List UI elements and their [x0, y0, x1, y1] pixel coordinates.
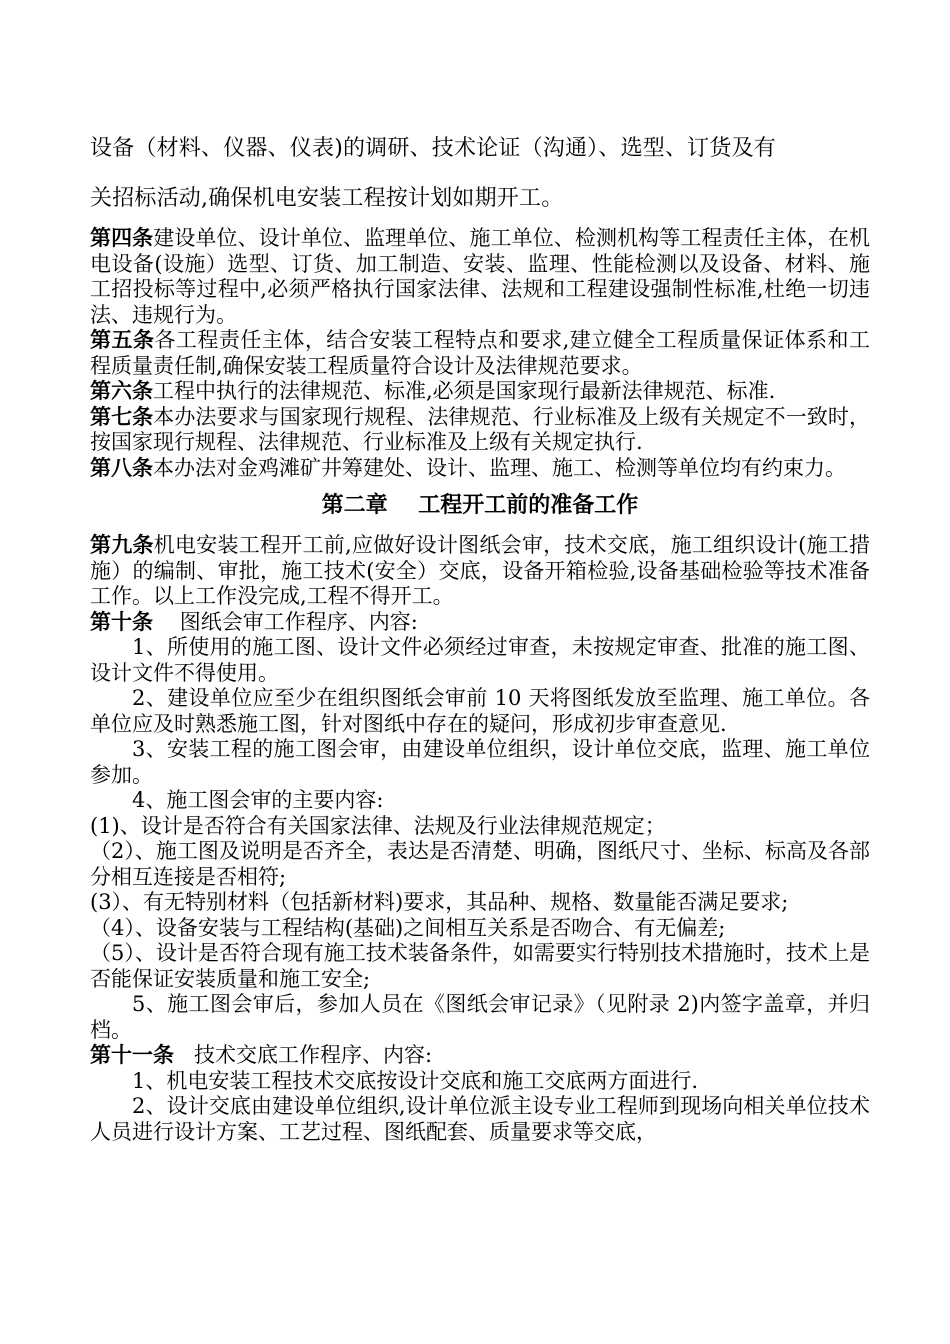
- article-10-item-3: 3、安装工程的施工图会审，由建设单位组织，设计单位交底，监理、施工单位参加。: [90, 737, 870, 787]
- article-6-text: 工程中执行的法律规范、标准,必须是国家现行最新法律规范、标准.: [153, 379, 776, 403]
- article-10-subitem-1: (1)、设计是否符合有关国家法律、法规及行业法律规范规定；: [90, 813, 666, 838]
- article-4-heading: 第四条: [90, 226, 154, 250]
- article-11-heading: 第十一条: [90, 1043, 174, 1067]
- article-8: [90, 456, 870, 482]
- article-11-title-text: 技术交底工作程序、内容:: [174, 1043, 433, 1067]
- article-10-subitem-5: （5）、设计是否符合现有施工技术装备条件，如需要实行特别技术措施时，技术上是否能保证安装质量和施工安全;: [90, 941, 870, 991]
- article-11-item-2: 2、设计交底由建设单位组织,设计单位派主设专业工程师到现场向相关单位技术人员进行设计方案、工艺过程、图纸配套、质量要求等交底，: [90, 1094, 870, 1144]
- article-10-title-text: 图纸会审工作程序、内容:: [153, 609, 418, 634]
- article-9-heading: 第九条: [90, 533, 154, 557]
- article-4-text: 建设单位、设计单位、监理单位、施工单位、检测机构等工程责任主体，在机电设备(设施）选型、订货、加工制造、安装、监理、性能检测以及设备、材料、施工招投标等过程中,必须严格执行国家法律、法规和工程建设强制性标准,杜绝一切违法、违规行为。: [90, 226, 870, 327]
- article-6-heading: 第六条: [90, 379, 153, 403]
- article-10-heading: 第十条: [90, 609, 153, 634]
- article-10-item-5: 5、施工图会审后，参加人员在《图纸会审记录》（见附录 2)内签字盖章，并归档。: [90, 992, 870, 1042]
- article-11-title: [90, 1043, 870, 1069]
- article-8-text: 本办法对金鸡滩矿井筹建处、设计、监理、施工、检测等单位均有约束力。: [153, 455, 846, 480]
- article-8-heading: 第八条: [90, 455, 153, 480]
- article-10-item-4: 4、施工图会审的主要内容:: [132, 788, 384, 812]
- article-7-heading: 第七条: [90, 404, 154, 429]
- article-7-text: 本办法要求与国家现行规程、法律规范、行业标准及上级有关规定不一致时，按国家现行规程、法律规范、行业标准及上级有关规定执行.: [90, 404, 870, 454]
- article-11-item-1: 1、机电安装工程技术交底按设计交底和施工交底两方面进行.: [132, 1068, 699, 1093]
- article-5: [90, 328, 870, 379]
- article-10-item-1: 1、所使用的施工图、设计文件必须经过审查，未按规定审查、批准的施工图、设计文件不得使用。: [90, 635, 870, 685]
- article-7: [90, 405, 870, 456]
- intro-line-1: 设备（材料、仪器、仪表)的调研、技术论证（沟通）、选型、订货及有: [90, 136, 776, 161]
- article-10-subitem-4: （4）、设备安装与工程结构(基础)之间相互关系是否吻合、有无偏差;: [90, 915, 726, 940]
- article-10-title: [90, 610, 870, 636]
- article-9-text: 机电安装工程开工前,应做好设计图纸会审，技术交底，施工组织设计(施工措施）的编制、审批，施工技术(安全）交底，设备开箱检验,设备基础检验等技术准备工作。以上工作没完成,工程不得开工。: [90, 533, 871, 608]
- intro-line-2: 关招标活动,确保机电安装工程按计划如期开工。: [90, 186, 564, 211]
- article-9: [90, 533, 870, 610]
- chapter-title: 第二章 工程开工前的准备工作: [321, 493, 639, 518]
- article-10-item-2: 2、建设单位应至少在组织图纸会审前 10 天将图纸发放至监理、施工单位。各单位应及时熟悉施工图，针对图纸中存在的疑问，形成初步审查意见.: [90, 686, 870, 736]
- article-4: [90, 226, 870, 328]
- article-6: [90, 379, 870, 405]
- article-5-heading: 第五条: [90, 328, 155, 352]
- document-body: [90, 226, 870, 1145]
- article-5-text: 各工程责任主体，结合安装工程特点和要求,建立健全工程质量保证体系和工程质量责任制,确保安装工程质量符合设计及法律规范要求。: [90, 328, 870, 378]
- article-10-subitem-3: (3）、有无特别材料（包括新材料)要求，其品种、规格、数量能否满足要求;: [90, 890, 789, 914]
- article-10-subitem-2: （2）、施工图及说明是否齐全，表达是否清楚、明确，图纸尺寸、坐标、标高及各部分相互连接是否相符;: [90, 839, 870, 889]
